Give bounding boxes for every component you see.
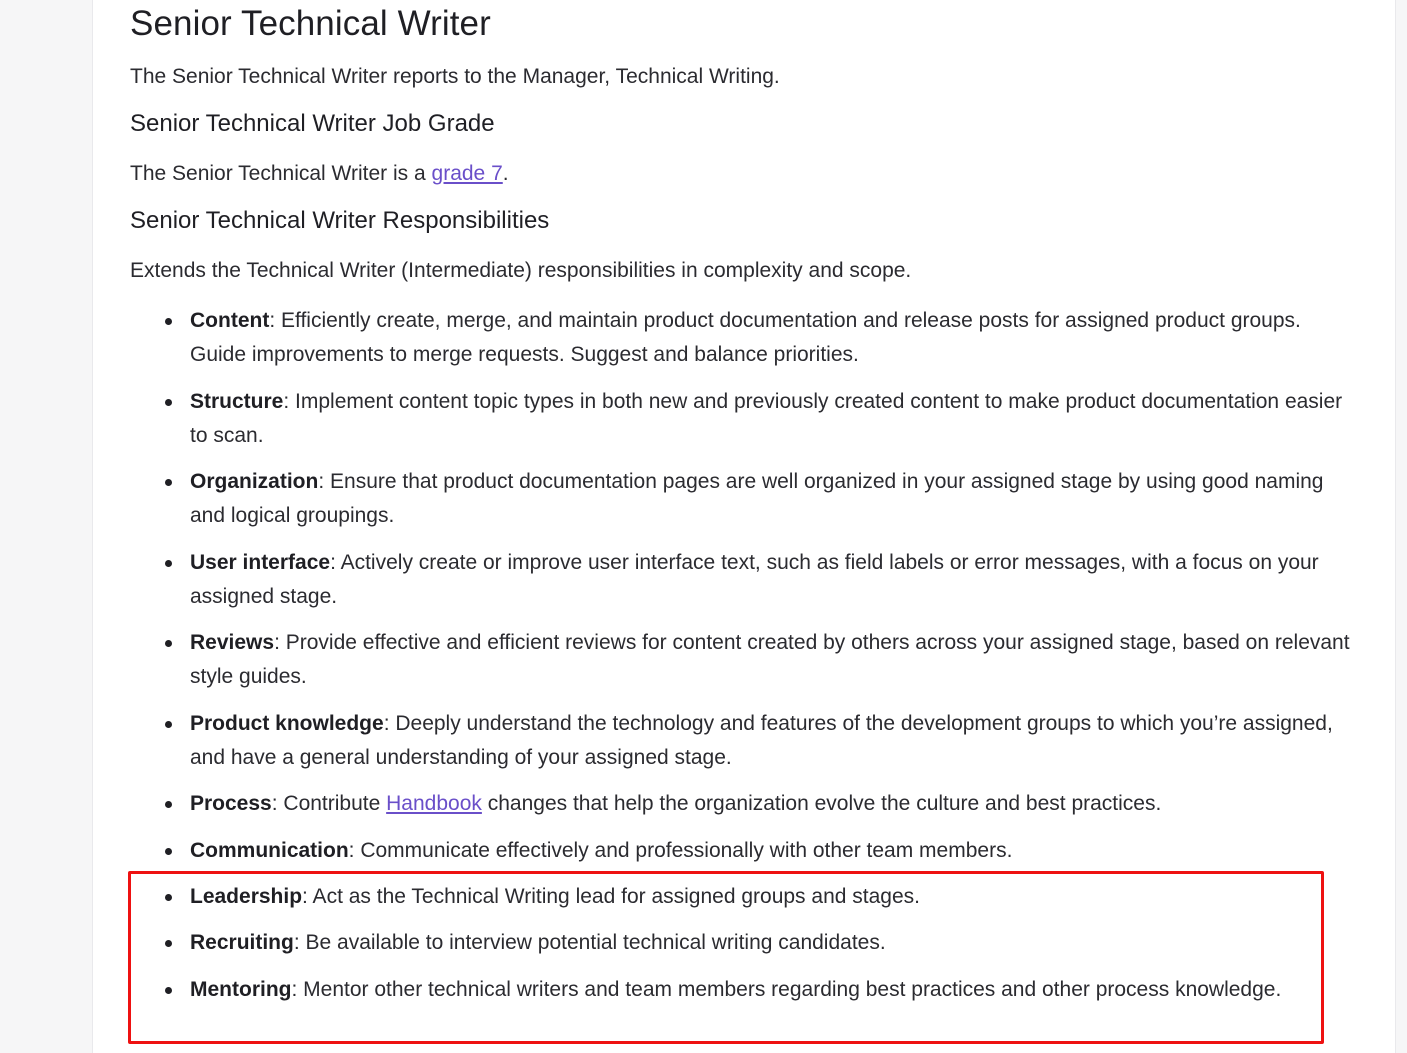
job-grade-heading: Senior Technical Writer Job Grade bbox=[130, 110, 495, 137]
resp-text: : Efficiently create, merge, and maintain product documentation and release posts for assigned product groups. Guide improvements to merge requests. Suggest and balance priorities. bbox=[190, 309, 1301, 366]
list-item-content bbox=[190, 304, 1350, 372]
resp-title: Organization bbox=[190, 470, 319, 493]
resp-text-before: : Contribute bbox=[271, 792, 387, 815]
list-item-structure bbox=[190, 385, 1350, 453]
resp-title: Mentoring bbox=[190, 978, 292, 1001]
list-item-product-knowledge bbox=[190, 707, 1350, 775]
grade-7-link[interactable]: grade 7 bbox=[431, 162, 503, 185]
resp-text: : Implement content topic types in both new and previously created content to make product documentation easier to scan. bbox=[190, 390, 1343, 447]
resp-text: : Ensure that product documentation pages are well organized in your assigned stage by using good naming and logical groupings. bbox=[190, 470, 1324, 527]
handbook-link[interactable]: Handbook bbox=[386, 792, 482, 815]
resp-title: Content bbox=[190, 309, 270, 332]
resp-title: Leadership bbox=[190, 885, 303, 908]
resp-title: Process bbox=[190, 792, 272, 815]
resp-text: : Provide effective and efficient reviews for content created by others across your assigned stage, based on relevant style guides. bbox=[190, 631, 1350, 688]
resp-text: : Mentor other technical writers and team members regarding best practices and other process knowledge. bbox=[291, 978, 1282, 1001]
resp-text: : Act as the Technical Writing lead for assigned groups and stages. bbox=[302, 885, 920, 908]
resp-text-after: changes that help the organization evolve the culture and best practices. bbox=[481, 792, 1162, 815]
list-item-process bbox=[190, 787, 1350, 821]
responsibilities-intro: Extends the Technical Writer (Intermediate) responsibilities in complexity and scope. bbox=[130, 259, 912, 282]
list-item-mentoring bbox=[190, 973, 1350, 1007]
resp-title: Structure bbox=[190, 390, 284, 413]
resp-text: : Deeply understand the technology and features of the development groups to which you’re assigned, and have a general understanding of your assigned stage. bbox=[190, 712, 1333, 769]
job-grade-suffix: . bbox=[502, 162, 509, 185]
page-title: Senior Technical Writer bbox=[130, 4, 491, 43]
job-grade-prefix: The Senior Technical Writer is a bbox=[130, 162, 432, 185]
resp-text: : Communicate effectively and professionally with other team members. bbox=[348, 839, 1013, 862]
list-item-recruiting bbox=[190, 926, 1350, 960]
list-item-user-interface bbox=[190, 546, 1350, 614]
reports-to-text: The Senior Technical Writer reports to the Manager, Technical Writing. bbox=[130, 65, 780, 88]
resp-title: Product knowledge bbox=[190, 712, 384, 735]
resp-title: Reviews bbox=[190, 631, 275, 654]
responsibilities-heading: Senior Technical Writer Responsibilities bbox=[130, 207, 550, 234]
job-grade-text bbox=[130, 160, 509, 188]
resp-text: : Actively create or improve user interface text, such as field labels or error messages, with a focus on your assigned stage. bbox=[190, 551, 1319, 608]
resp-text: : Be available to interview potential technical writing candidates. bbox=[293, 931, 886, 954]
resp-title: Communication bbox=[190, 839, 349, 862]
list-item-leadership bbox=[190, 880, 1350, 914]
resp-title: User interface bbox=[190, 551, 331, 574]
resp-title: Recruiting bbox=[190, 931, 294, 954]
list-item-organization bbox=[190, 465, 1350, 533]
list-item-reviews bbox=[190, 626, 1350, 694]
list-item-communication bbox=[190, 834, 1350, 868]
